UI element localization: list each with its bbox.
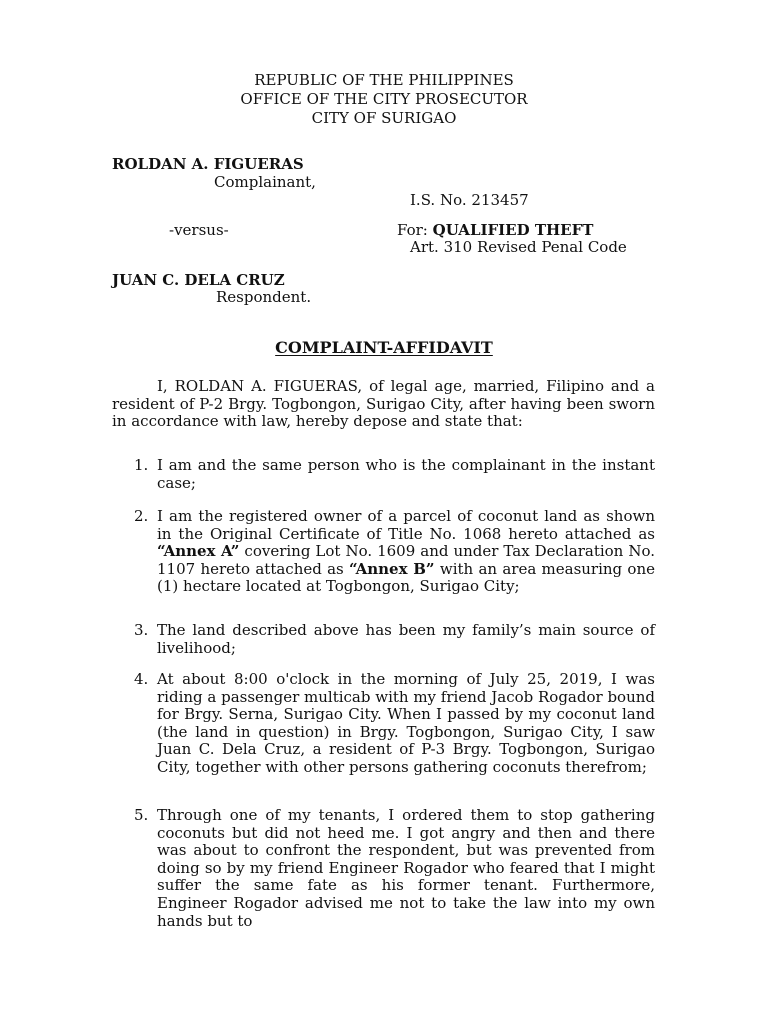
item-number: 5. (134, 806, 149, 824)
complainant-role: Complainant, (214, 173, 316, 191)
item-text: I am and the same person who is the complainant in the instant case; (157, 456, 655, 492)
item-text (157, 508, 655, 596)
list-item (134, 671, 655, 777)
list-item (134, 622, 655, 657)
item-number: 2. (134, 507, 149, 525)
item-text: The land described above has been my family’s main source of livelihood; (157, 621, 655, 657)
offense-line (397, 221, 593, 239)
complainant-name: ROLDAN A. FIGUERAS (112, 155, 304, 173)
header-republic: REPUBLIC OF THE PHILIPPINES (254, 71, 514, 89)
is-number: I.S. No. 213457 (410, 191, 529, 209)
item-text: Through one of my tenants, I ordered them to stop gathering coconuts but did not heed me. I got angry and then and there was about to confront the respondent, but was prevented from doing so by my friend Engineer Rogador who feared that I might suffer the same fate as his former tenant. Furthermore, Engineer Rogador advised me not to take the law into my own hands but to (157, 806, 655, 930)
respondent-name: JUAN C. DELA CRUZ (112, 271, 285, 289)
header-city: CITY OF SURIGAO (311, 109, 457, 127)
penal-article: Art. 310 Revised Penal Code (410, 238, 627, 256)
item-text-part: covering Lot No. 1609 and under Tax Declaration No. 1107 hereto attached as (157, 542, 655, 578)
list-item (134, 457, 655, 492)
document-header (0, 71, 768, 128)
annex-b-reference: “Annex B” (349, 559, 435, 578)
item-number: 3. (134, 621, 149, 639)
document-title: COMPLAINT-AFFIDAVIT (275, 338, 493, 357)
item-text-part: with an area measuring one (1) hectare located at Togbongon, Surigao City; (157, 559, 656, 596)
item-text: At about 8:00 o'clock in the morning of July 25, 2019, I was riding a passenger multicab with my friend Jacob Rogador bound for Brgy. Serna, Surigao City. When I passed by my coconut land (the land in question) in Brgy. Togbongon, Surigao City, I saw Juan C. Dela Cruz, a resident of P-3 Brgy. Togbongon, Surigao City, together with other persons gathering coconuts therefrom; (157, 670, 655, 776)
intro-paragraph: I, ROLDAN A. FIGUERAS, of legal age, married, Filipino and a resident of P-2 Brgy. Togbongon, Surigao City, after having been sworn in accordance with law, hereby depose and state that: (112, 377, 655, 431)
item-number: 4. (134, 670, 149, 688)
versus-label: -versus- (169, 221, 229, 239)
header-office: OFFICE OF THE CITY PROSECUTOR (240, 90, 528, 108)
item-text-part: I am the registered owner of a parcel of coconut land as shown in the Original Certificate of Title No. 1068 hereto attached as (157, 507, 655, 543)
list-item (134, 508, 655, 596)
annex-a-reference: “Annex A” (157, 542, 240, 561)
item-number: 1. (134, 456, 149, 474)
for-label: For: (397, 221, 428, 239)
list-item (134, 807, 655, 930)
offense-name: QUALIFIED THEFT (432, 221, 594, 239)
respondent-role: Respondent. (216, 288, 312, 306)
